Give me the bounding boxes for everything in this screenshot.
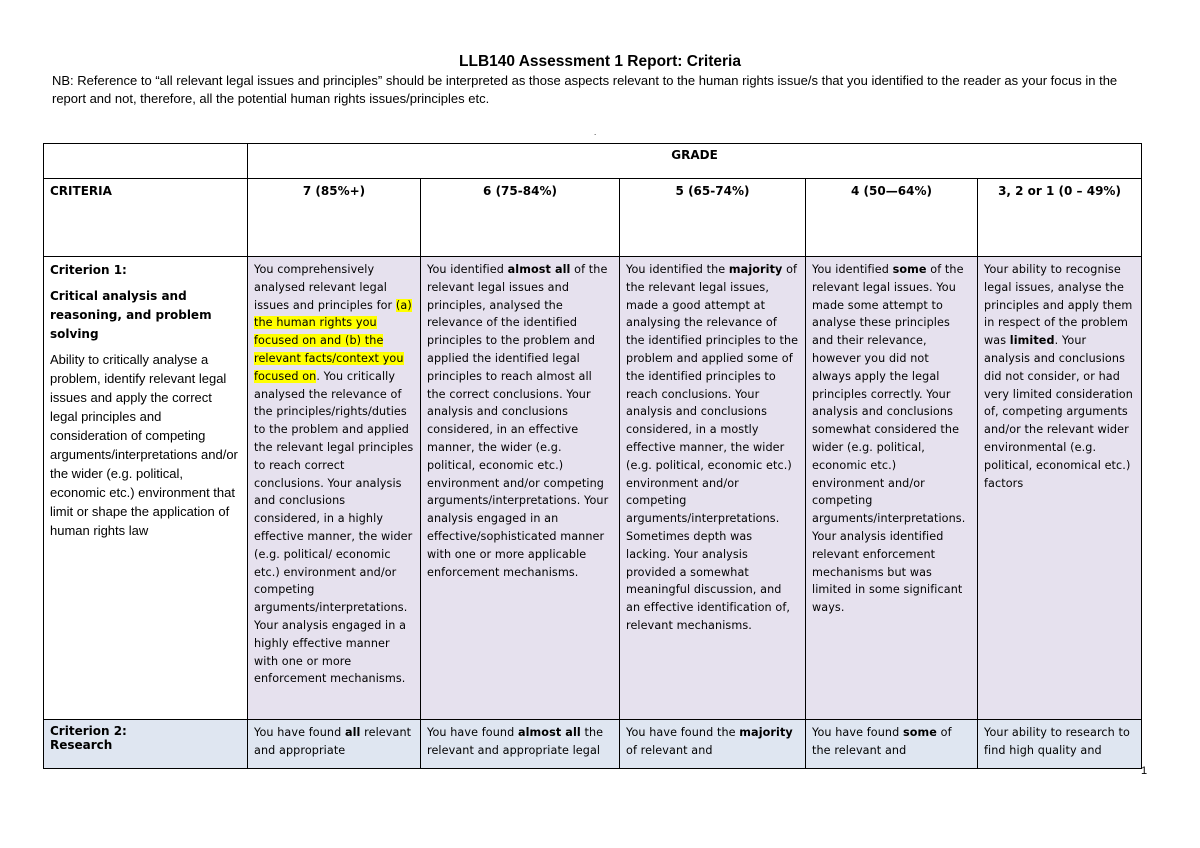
criterion-2-grade-4 — [806, 720, 978, 769]
descriptor-text: You have found — [427, 726, 518, 739]
descriptor-text: of relevant and — [626, 743, 713, 757]
page-number: 1 — [1141, 765, 1148, 777]
document-note: NB: Reference to “all relevant legal issues and principles” should be interpreted as those aspects relevant to the human rights issue/s that you identified to the reader as your focus in the report and not, therefore, all the potential human rights issues/principles etc. — [52, 73, 1118, 106]
emphasis-text: some — [892, 263, 927, 276]
descriptor-text: . Your analysis and conclusions did not consider, or had very limited consideration of, competing arguments and/or the relevant wider environmental (e.g. political, economical etc.) factors — [984, 334, 1133, 490]
criterion-2-cell — [44, 720, 248, 769]
criterion-1-name: Critical analysis and reasoning, and problem solving — [50, 289, 212, 341]
criteria-header: CRITERIA — [44, 179, 248, 257]
criterion-2-grade-3 — [978, 720, 1142, 769]
grade-5-header: 5 (65-74%) — [620, 179, 806, 257]
descriptor-text: relevant and appropriate — [254, 726, 412, 757]
column-header-row — [44, 179, 1142, 257]
criterion-2-grade-5 — [620, 720, 806, 769]
grade-header: GRADE — [248, 144, 1142, 179]
grade-6-header: 6 (75-84%) — [421, 179, 620, 257]
criterion-1-grade-6 — [421, 257, 620, 720]
emphasis-text: almost all — [517, 726, 581, 739]
descriptor-text: You have found — [254, 726, 345, 739]
emphasis-text: all — [344, 726, 361, 739]
criterion-2-row — [44, 720, 1142, 769]
descriptor-text: of the relevant legal issues, made a good attempt at analysing the relevance of the identified principles to the problem and applied some of the identified principles to reach conclusions. Your analysis and conclusions considered, in a mostly effective manner, the wider (e.g. political, economic etc.) environment and/or competing arguments/interpretations. Sometimes depth was lacking. Your analysis provided a somewhat meaningful discussion, and an effective identification of, relevant mechanisms. — [626, 263, 799, 632]
descriptor-text: Your ability to research to find high quality and — [984, 726, 1130, 757]
highlighted-text: (a) the human rights you focused on and (b) the relevant facts/context you focused on — [254, 298, 412, 383]
criterion-2-grade-6 — [421, 720, 620, 769]
criterion-2-label: Criterion 2: — [50, 724, 127, 738]
criterion-1-label: Criterion 1: — [50, 263, 127, 277]
criterion-1-grade-3 — [978, 257, 1142, 720]
criterion-1-grade-5 — [620, 257, 806, 720]
criterion-1-cell — [44, 257, 248, 720]
stray-dot: . — [594, 128, 597, 137]
emphasis-text: almost all — [507, 263, 571, 276]
descriptor-text: You identified the — [626, 263, 729, 276]
criterion-1-grade-4 — [806, 257, 978, 720]
emphasis-text: some — [902, 726, 937, 739]
emphasis-text: majority — [728, 263, 783, 276]
criterion-1-grade-7 — [248, 257, 421, 720]
criterion-2-name: Research — [50, 738, 113, 752]
emphasis-text: limited — [1009, 334, 1055, 348]
descriptor-text: You comprehensively analysed relevant legal issues and principles for — [254, 263, 396, 312]
descriptor-text: of the relevant legal issues. You made some attempt to analyse these principles and their relevance, however you did not always apply the legal principles correctly. Your analysis and conclusions somewhat considered the wider (e.g. political, economic etc.) environment and/or competing arguments/interpretations. Your analysis identified relevant enforcement mechanisms but was limited in some significant ways. — [812, 263, 966, 615]
criterion-1-description: Ability to critically analyse a problem, identify relevant legal issues and apply the correct legal principles and consideration of competing arguments/interpretations and/or the wider (e.g. political, economic etc.) environment that limit or shape the application of human rights law — [50, 352, 238, 538]
grade-4-header: 4 (50—64%) — [806, 179, 978, 257]
descriptor-text: . You critically analysed the relevance of the principles/rights/duties to the problem and applied the relevant legal principles to reach correct conclusions. Your analysis and conclusions considered, in a highly effective manner, the wider (e.g. political/ economic etc.) environment and/or competing arguments/interpretations. Your analysis engaged in a highly effective manner with one or more enforcement mechanisms. — [254, 369, 414, 686]
criteria-table — [43, 143, 1142, 769]
grade-3-header: 3, 2 or 1 (0 – 49%) — [978, 179, 1142, 257]
criterion-1-row — [44, 257, 1142, 720]
criterion-2-grade-7 — [248, 720, 421, 769]
grade-7-header: 7 (85%+) — [248, 179, 421, 257]
descriptor-text: You have found — [812, 726, 903, 739]
descriptor-text: of the relevant legal issues and principles, analysed the relevance of the identified principles to the problem and applied the identified legal principles to reach almost all the correct conclusions. Your analysis and conclusions considered, in an effective manner, the wider (e.g. political, economic etc.) environment and/or competing arguments/interpretations. Your analysis engaged in an effective/sophisticated manner with one or more applicable enforcement mechanisms. — [427, 263, 609, 579]
grade-header-row — [44, 144, 1142, 179]
descriptor-text: Your ability to recognise legal issues, analyse the principles and apply them in respect of the problem was — [984, 263, 1133, 348]
emphasis-text: majority — [739, 726, 793, 739]
document-title: LLB140 Assessment 1 Report: Criteria — [459, 53, 741, 70]
descriptor-text: You have found the — [626, 726, 740, 739]
descriptor-text: of the relevant and — [812, 726, 952, 757]
empty-header-cell — [44, 144, 248, 179]
descriptor-text: the relevant and appropriate legal — [427, 726, 604, 757]
descriptor-text: You identified — [812, 263, 893, 276]
descriptor-text: You identified — [427, 263, 508, 276]
